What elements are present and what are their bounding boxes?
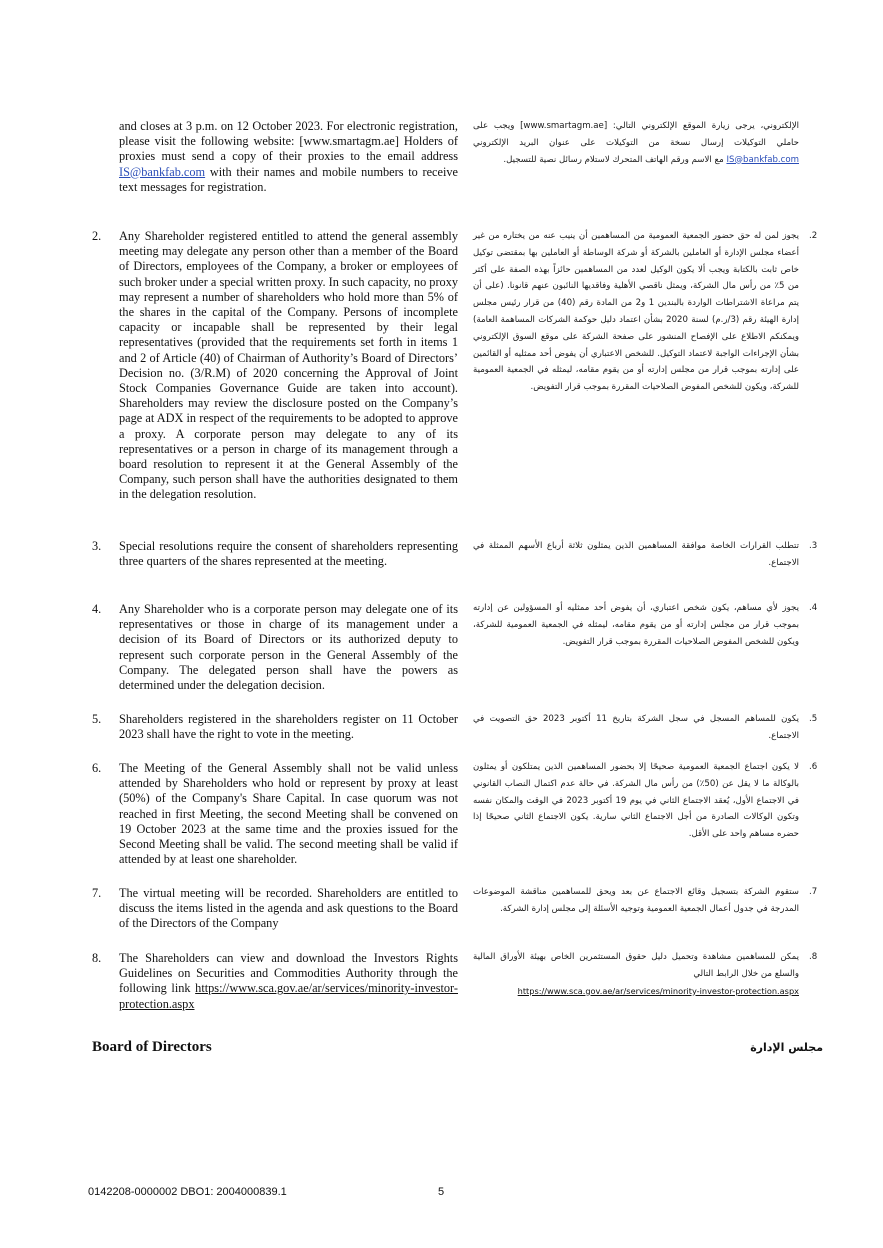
- item-number: 2.: [92, 229, 102, 243]
- paragraph-text: and closes at 3 p.m. on 12 October 2023. For electronic registration, please visit the following website: [www.smartagm.ae] Holders of proxies must send a copy of their proxies to the email address: [119, 119, 458, 164]
- document-id: 0142208-0000002 DBO1: 2004000839.1: [88, 1186, 287, 1198]
- item-text: Any Shareholder registered entitled to attend the general assembly meeting may delegate any person other than a member of the Board of Directors, employees of the Company, a broker or employees of such broker under a special written proxy. In such capacity, no proxy may represent a number of shareholders who hold more than 5% of the shares in the capital of the Company. Persons of incomplete capacity or incapable shall be represented by their legal representatives (provided that the requirements set forth in items 1 and 2 of Article (40) of Chairman of Authority’s Board of Directors’ Decision no. (3/R.M) of 2020 concerning the Approval of Joint Stock Companies Governance Guide are taken into account). Shareholders may review the disclosure posted on the Company’s page at ADX in respect of the requirements to be adopted to approve a proxy. A corporate person may delegate to any of its representatives or a person in charge of its management through a board resolution to represent it at the General Assembly of the Company, such person shall have the authorities designated to them in the delegation resolution.: [119, 229, 458, 502]
- item-text: The Shareholders can view and download the Investors Rights Guidelines on Securities and Commodities Authority through the following link: [119, 951, 458, 996]
- list-item-en: [92, 886, 458, 932]
- list-item-ar: [473, 228, 818, 396]
- list-item-ar: [473, 884, 818, 918]
- item-text-ar: ستقوم الشركة بتسجيل وقائع الاجتماع عن بعد ويحق للمساهمين مناقشة الموضوعات المدرجة في جدول أعمال الجمعية العمومية وتوجيه الأسئلة إلى مجلس إدارة الشركة.: [473, 887, 799, 914]
- item-text: The virtual meeting will be recorded. Shareholders are entitled to discuss the items listed in the agenda and ask questions to the Board of the Directors of the Company: [119, 886, 458, 931]
- email-link-ar[interactable]: IS@bankfab.com: [726, 154, 799, 165]
- item-text: Shareholders registered in the shareholders register on 11 October 2023 shall have the right to vote in the meeting.: [119, 712, 458, 742]
- item-number: 3.: [92, 539, 102, 553]
- paragraph-ar-continuation: [473, 118, 799, 168]
- list-item-en: [92, 951, 458, 1012]
- list-item-en: [92, 229, 458, 503]
- item-number-ar: .4: [809, 603, 818, 613]
- item-text-ar: يجوز لمن له حق حضور الجمعية العمومية من المساهمين أن ينيب عنه من يختاره من غير أعضاء مجلس الإدارة أو العاملين بالشركة أو شركة الوساطة أو العاملين بها بمقتضى توكيل خاص ثابت بالكتابة ويجب ألا يكون الوكيل لعدد من المساهمين حائزاً بهذه الصفة على أكثر من 5٪ من رأس مال الشركة، ويمثل ناقصي الأهلية وفاقديها النائبون عنهم قانونا. (على أن يتم مراعاة الاشتراطات الواردة بالبندين 1 و2 من المادة رقم (40) من قرار رئيس مجلس إدارة الهيئة رقم (3/ر.م) لسنة 2020 بشأن اعتماد دليل حوكمة الشركات المساهمة العامة) ويمكنكم الاطلاع على الإفصاح المنشور على صفحة الشركة على موقع السوق الإلكتروني بشأن الإجراءات الواجبة لاعتماد التوكيل. للشخص الاعتباري أن يفوض أحد ممثليه أو القائمين على إدارته بموجب قرار من مجلس إدارته أو من يقوم مقامه، ليمثله في الجمعية العمومية للشركة، ويكون للشخص المفوض الصلاحيات المقررة بموجب قرار التفويض.: [473, 231, 799, 393]
- item-number-ar: .8: [809, 952, 818, 962]
- item-text-ar: يجوز لأي مساهم، يكون شخص اعتباري، أن يفوض أحد ممثليه أو المسؤولين عن إدارته بموجب قرار من مجلس إدارته أو من يقوم مقامه، ليمثله في الجمعية العمومية للشركة، ويكون للشخص المفوض الصلاحيات المقررة بموجب قرار التفويض.: [473, 603, 799, 647]
- list-item-ar: [473, 759, 818, 843]
- section-heading-ar: مجلس الإدارة: [750, 1041, 823, 1054]
- list-item-ar: [473, 600, 818, 650]
- item-number-ar: .7: [809, 887, 818, 897]
- paragraph-text-ar: الإلكتروني، يرجى زيارة الموقع الإلكتروني التالي: [www.smartagm.ae] ويجب على حاملي التوكيلات إرسال نسخة من التوكيلات على عنوان البريد الإلكتروني: [473, 121, 799, 148]
- item-number: 8.: [92, 951, 102, 965]
- paragraph-text-ar: مع الاسم ورقم الهاتف المتحرك لاستلام رسائل نصية للتسجيل.: [503, 154, 727, 165]
- item-text-ar: لا يكون اجتماع الجمعية العمومية صحيحًا إلا بحضور المساهمين الذين يمتلكون أو يمثلون بالوكالة ما لا يقل عن (50٪) من رأس مال الشركة. في حالة عدم اكتمال النصاب القانوني في الاجتماع الأول، يُعقد الاجتماع الثاني في يوم 19 أكتوبر 2023 في الوقت والمكان نفسه وتكون الوكالات الصادرة من أجل الاجتماع الثاني سارية. يكون الاجتماع الثاني صحيحًا إذا حضره مساهم واحد على الأقل.: [473, 762, 799, 840]
- list-item-en: [92, 761, 458, 867]
- item-number-ar: .5: [809, 714, 818, 724]
- item-text-ar: يمكن للمساهمين مشاهدة وتحميل دليل حقوق المستثمرين الخاص بهيئة الأوراق المالية والسلع من خلال الرابط التالي: [473, 952, 799, 979]
- item-text: Special resolutions require the consent of shareholders representing three quarters of the shares represented at the meeting.: [119, 539, 458, 569]
- list-item-ar: [473, 949, 818, 1000]
- list-item-en: [92, 712, 458, 742]
- section-heading-en: Board of Directors: [92, 1039, 212, 1055]
- page-number: 5: [438, 1186, 445, 1198]
- list-item-ar: [473, 711, 818, 745]
- list-item-ar: [473, 538, 818, 572]
- email-link[interactable]: IS@bankfab.com: [119, 164, 206, 179]
- item-text-ar: يكون للمساهم المسجل في سجل الشركة بتاريخ 11 أكتوبر 2023 حق التصويت في الاجتماع.: [473, 714, 799, 741]
- item-number: 6.: [92, 761, 102, 775]
- item-text: Any Shareholder who is a corporate person may delegate one of its representatives or those in charge of its management under a decision of its Board of Directors or its authorized deputy to represent such corporate person in the General Assembly of the Company. The delegated person shall have the powers as determined under the delegation decision.: [119, 602, 458, 693]
- item-number: 7.: [92, 886, 102, 900]
- item-number: 4.: [92, 602, 102, 616]
- item-number-ar: .6: [809, 762, 818, 772]
- item-number: 5.: [92, 712, 102, 726]
- item-text-ar: تتطلب القرارات الخاصة موافقة المساهمين الذين يمثلون ثلاثة أرباع الأسهم الممثلة في الاجتماع.: [473, 541, 799, 568]
- list-item-en: [92, 602, 458, 693]
- item-text: The Meeting of the General Assembly shall not be valid unless attended by Shareholders who hold or represent by proxy at least (50%) of the Company's Share Capital. In case quorum was not reached in first Meeting, the second Meeting shall be convened on 19 October 2023 at the same time and the proxies issued for the Second Meeting shall be valid. The second meeting shall be valid if attended by at least one shareholder.: [119, 761, 458, 867]
- item-number-ar: .2: [809, 231, 818, 241]
- list-item-en: [92, 539, 458, 569]
- sca-link-ar[interactable]: https://www.sca.gov.ae/ar/services/minority-investor-protection.aspx: [517, 985, 799, 996]
- paragraph-text: with their names and mobile numbers to receive text messages for registration.: [119, 164, 458, 194]
- paragraph-en-continuation: [92, 119, 458, 195]
- item-number-ar: .3: [809, 541, 818, 551]
- sca-link[interactable]: https://www.sca.gov.ae/ar/services/minority-investor-protection.aspx: [119, 981, 458, 1011]
